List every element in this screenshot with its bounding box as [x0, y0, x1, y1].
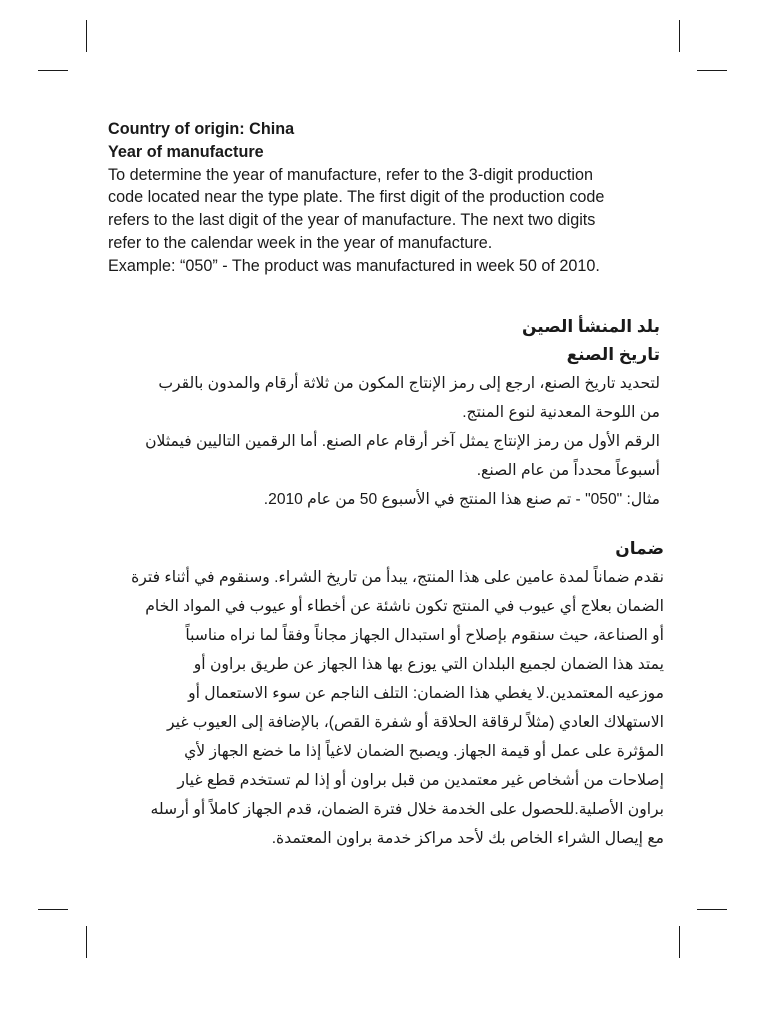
warranty-line: إصلاحات من أشخاص غير معتمدين من قبل براون أو إذا لم تستخدم قطع غيار	[177, 772, 664, 789]
arabic-year-of-manufacture-heading: تاريخ الصنع	[566, 345, 660, 364]
warranty-line: مع إيصال الشراء الخاص بك لأحد مراكز خدمة براون المعتمدة.	[271, 830, 664, 847]
arabic-paragraph-line: لتحديد تاريخ الصنع، ارجع إلى رمز الإنتاج المكون من ثلاثة أرقام والمدون بالقرب	[158, 375, 660, 392]
arabic-example-line: مثال: "050" - تم صنع هذا المنتج في الأسبوع 50 من عام 2010.	[263, 491, 660, 508]
warranty-heading: ضمان	[615, 539, 664, 558]
crop-mark-bottom-right-horizontal	[697, 909, 727, 910]
warranty-line: الاستهلاك العادي (مثلاً لرقاقة الحلاقة أو شفرة القص)، بالإضافة إلى العيوب غير	[167, 714, 664, 731]
english-paragraph-line: code located near the type plate. The first digit of the production code	[108, 188, 605, 207]
arabic-paragraph-line: الرقم الأول من رمز الإنتاج يمثل آخر أرقام عام الصنع. أما الرقمين التاليين فيمثلان	[145, 433, 660, 450]
english-paragraph-line: To determine the year of manufacture, refer to the 3-digit production	[108, 165, 593, 184]
warranty-line: نقدم ضماناً لمدة عامين على هذا المنتج، يبدأ من تاريخ الشراء. وسنقوم في أثناء فترة	[131, 569, 664, 586]
arabic-origin-section	[100, 313, 660, 514]
warranty-line: موزعيه المعتمدين.لا يغطي هذا الضمان: التلف الناجم عن سوء الاستعمال أو	[188, 685, 664, 702]
english-example-line: Example: “050” - The product was manufactured in week 50 of 2010.	[108, 256, 600, 275]
crop-mark-top-right-vertical	[679, 20, 680, 52]
crop-mark-top-left-horizontal	[38, 70, 68, 71]
arabic-paragraph-line: أسبوعاً محدداً من عام الصنع.	[476, 462, 660, 479]
warranty-line: براون الأصلية.للحصول على الخدمة خلال فترة الضمان، قدم الجهاز كاملاً أو أرسله	[150, 801, 664, 818]
arabic-paragraph-line: من اللوحة المعدنية لنوع المنتج.	[462, 404, 660, 421]
warranty-line: الضمان بعلاج أي عيوب في المنتج تكون ناشئة عن أخطاء أو عيوب في المواد الخام	[145, 598, 664, 615]
crop-mark-top-left-vertical	[86, 20, 87, 52]
crop-mark-bottom-left-horizontal	[38, 909, 68, 910]
english-paragraph-line: refers to the last digit of the year of manufacture. The next two digits	[108, 211, 596, 230]
english-section	[108, 118, 668, 278]
warranty-line: المؤثرة على عمل أو قيمة الجهاز. ويصبح الضمان لاغياً إذا ما خضع الجهاز لأي	[184, 743, 664, 760]
crop-mark-bottom-right-vertical	[679, 926, 680, 958]
warranty-line: يمتد هذا الضمان لجميع البلدان التي يوزع بها هذا الجهاز عن طريق براون أو	[193, 656, 664, 673]
arabic-warranty-section	[104, 535, 664, 853]
year-of-manufacture-heading: Year of manufacture	[108, 142, 264, 161]
english-paragraph-line: refer to the calendar week in the year of manufacture.	[108, 233, 493, 252]
country-of-origin-heading: Country of origin: China	[108, 120, 295, 138]
crop-mark-bottom-left-vertical	[86, 926, 87, 958]
crop-mark-top-right-horizontal	[697, 70, 727, 71]
warranty-line: أو الصناعة، حيث سنقوم بإصلاح أو استبدال الجهاز مجاناً وفقاً لما نراه مناسباً	[185, 627, 664, 644]
arabic-country-of-origin-heading: بلد المنشأ الصين	[521, 317, 660, 336]
